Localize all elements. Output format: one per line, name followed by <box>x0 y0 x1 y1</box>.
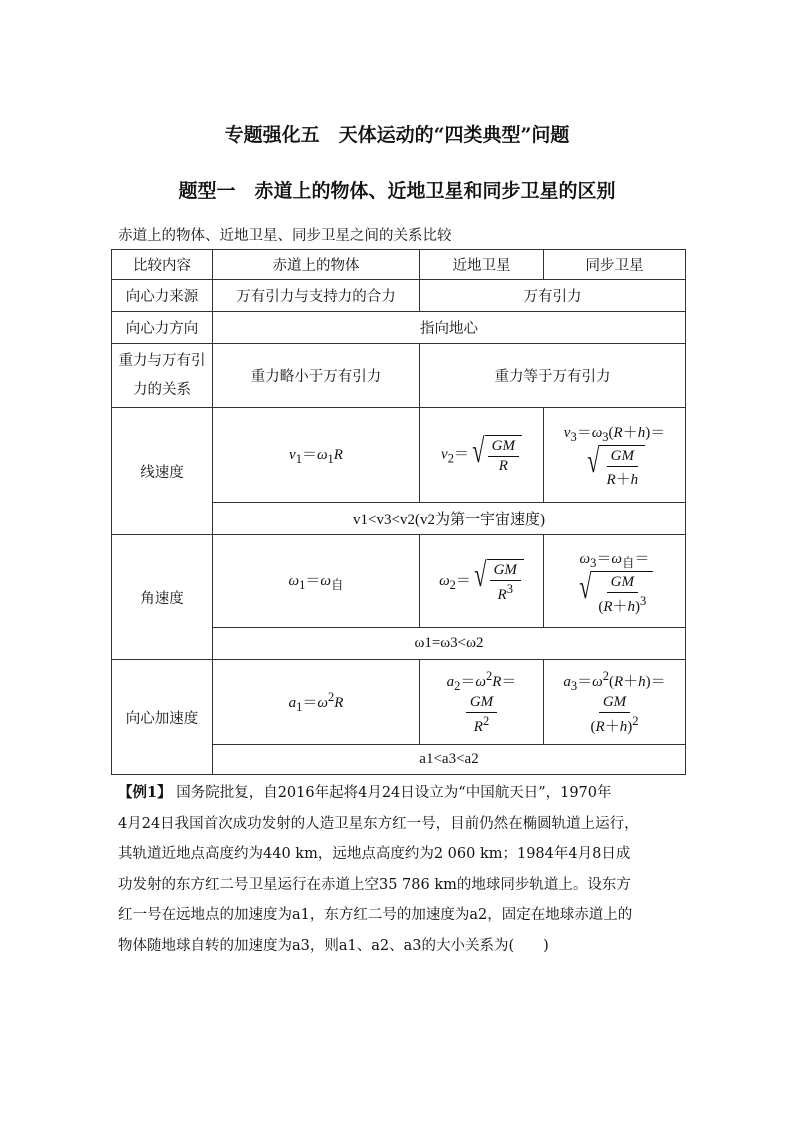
formula-cell: $\omega_3=\omega_自=$ √ $\frac{GM}{(R+h)^3}$ <box>544 535 686 628</box>
header-cell: 近地卫星 <box>420 250 544 280</box>
table-row <box>112 535 686 628</box>
comparison-cell: v1<v3<v2(v2为第一宇宙速度) <box>213 503 686 535</box>
table-row <box>112 344 686 408</box>
comparison-cell: ω1=ω3<ω2 <box>213 628 686 660</box>
formula-cell: $a_2=\omega^2R=$ $\frac{GM}{R^2}$ <box>420 660 544 745</box>
row-label: 向心力来源 <box>112 280 213 312</box>
table-cell: 重力略小于万有引力 <box>213 344 420 408</box>
example-line: 红一号在远地点的加速度为a1，东方红二号的加速度为a2，固定在地球赤道上的 <box>118 907 633 923</box>
comparison-cell: a1<a3<a2 <box>213 745 686 775</box>
comparison-table <box>111 249 686 775</box>
table-row <box>112 280 686 312</box>
table-cell: 指向地心 <box>213 312 686 344</box>
section-heading: 题型一 赤道上的物体、近地卫星和同步卫星的区别 <box>178 180 616 202</box>
formula-cell: $\omega_1=\omega_自$ <box>213 535 420 628</box>
table-cell: 重力等于万有引力 <box>420 344 686 408</box>
formula-cell: $\omega_2=$ √ $\frac{GM}{R^3}$ <box>420 535 544 628</box>
row-label: 向心力方向 <box>112 312 213 344</box>
header-cell: 赤道上的物体 <box>213 250 420 280</box>
formula-cell: $a_1=\omega^2R$ <box>213 660 420 745</box>
table-header-row <box>112 250 686 280</box>
table-row <box>112 408 686 503</box>
page-title: 专题强化五 天体运动的“四类典型”问题 <box>224 124 570 146</box>
row-label: 重力与万有引力的关系 <box>112 344 213 408</box>
table-cell: 万有引力 <box>420 280 686 312</box>
row-label: 角速度 <box>112 535 213 660</box>
example-line: 功发射的东方红二号卫星运行在赤道上空35 786 km的地球同步轨道上。设东方 <box>118 876 631 893</box>
header-cell: 同步卫星 <box>544 250 686 280</box>
table-caption: 赤道上的物体、近地卫星、同步卫星之间的关系比较 <box>118 228 452 244</box>
table-row <box>112 312 686 344</box>
formula-cell: $a_3=\omega^2(R+h)=$ $\frac{GM}{(R+h)^2}$ <box>544 660 686 745</box>
formula-cell: $v_1=\omega_1R$ <box>213 408 420 503</box>
example-line: 其轨道近地点高度约为440 km，远地点高度约为2 060 km；1984年4月8日成 <box>118 846 631 862</box>
example-line: 【例1】 国务院批复，自2016年起将4月24日设立为“中国航天日”，1970年 <box>118 784 612 801</box>
example-problem <box>118 778 678 961</box>
row-label: 向心加速度 <box>112 660 213 775</box>
table-row <box>112 660 686 745</box>
formula-cell: $v_3=\omega_3(R+h)=$ √ $\frac{GM}{R+h}$ <box>544 408 686 503</box>
example-line: 物体随地球自转的加速度为a3，则a1、a2、a3的大小关系为( ) <box>118 937 549 954</box>
example-line: 4月24日我国首次成功发射的人造卫星东方红一号，目前仍然在椭圆轨道上运行， <box>118 815 639 832</box>
header-cell: 比较内容 <box>112 250 213 280</box>
table-cell: 万有引力与支持力的合力 <box>213 280 420 312</box>
formula-cell: $v_2=$ √ $\frac{GM}{R}$ <box>420 408 544 503</box>
example-label: 【例1】 <box>118 784 172 801</box>
row-label: 线速度 <box>112 408 213 535</box>
